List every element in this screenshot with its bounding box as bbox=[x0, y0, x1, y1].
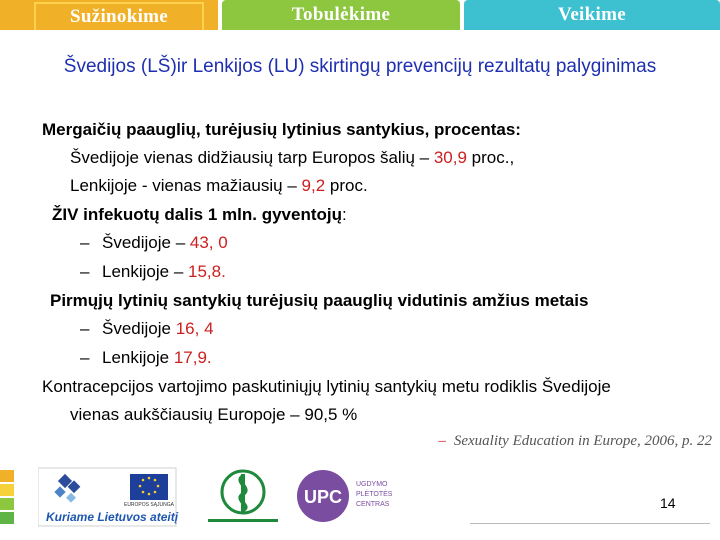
citation-dash: – bbox=[438, 433, 446, 449]
upc-text-2: PLĖTOTĖS bbox=[356, 491, 393, 498]
footer-divider bbox=[470, 523, 710, 524]
sweden-girls-line bbox=[70, 144, 514, 173]
poland-girls-unit: proc. bbox=[325, 176, 368, 195]
slide-title: Švedijos (LŠ)ir Lenkijos (LU) skirtingų prevencijų rezultatų palyginimas bbox=[63, 56, 657, 77]
page-number: 14 bbox=[660, 495, 676, 511]
poland-age-text: Lenkijoje bbox=[102, 348, 174, 367]
poland-hiv-item bbox=[80, 258, 226, 287]
sweden-girls-text: Švedijoje vienas didžiausių tarp Europos šalių – bbox=[70, 148, 434, 167]
tab-tobulekime[interactable]: Tobulėkime bbox=[222, 0, 460, 30]
poland-hiv-text: Lenkijoje – bbox=[102, 262, 189, 281]
tab-veikime[interactable]: Veikime bbox=[464, 0, 720, 30]
upc-text-1: UGDYMO bbox=[356, 481, 388, 488]
poland-girls-text: Lenkijoje - vienas mažiausių – bbox=[70, 176, 302, 195]
bullet-dash: – bbox=[80, 233, 90, 252]
section-heading-age: Pirmųjų lytinių santykių turėjusių paauglių vidutinis amžius metais bbox=[50, 291, 589, 310]
sweden-girls-unit: proc., bbox=[466, 148, 515, 167]
poland-age-value: 17,9. bbox=[173, 348, 212, 367]
sweden-age-value: 16, 4 bbox=[175, 319, 214, 338]
source-citation bbox=[438, 433, 712, 450]
poland-hiv-value: 15,8. bbox=[188, 262, 226, 281]
sponsor-logos bbox=[38, 466, 418, 530]
section-heading-girls: Mergaičių paauglių, turėjusių lytinius santykius, procentas: bbox=[42, 120, 521, 139]
bullet-dash: – bbox=[80, 319, 90, 338]
hiv-heading-colon: : bbox=[341, 205, 347, 224]
contraception-line-1: Kontracepcijos vartojimo paskutiniųjų lytinių santykių metu rodiklis Švedijoje bbox=[42, 377, 611, 396]
sponsor-logos-graphic bbox=[38, 466, 418, 532]
sweden-hiv-item bbox=[80, 229, 228, 258]
poland-girls-line bbox=[70, 172, 368, 201]
contraception-line-2: vienas aukščiausių Europoje – 90,5 % bbox=[70, 405, 358, 424]
bullet-dash: – bbox=[80, 262, 90, 281]
svg-text:UPC: UPC bbox=[303, 487, 343, 507]
sweden-age-item bbox=[80, 315, 214, 344]
section-heading-hiv bbox=[52, 201, 347, 230]
color-stripes-decoration bbox=[0, 470, 14, 528]
upc-text-3: CENTRAS bbox=[356, 501, 390, 508]
sweden-hiv-text: Švedijoje – bbox=[102, 233, 190, 252]
citation-text: Sexuality Education in Europe, 2006, p. 22 bbox=[453, 433, 712, 449]
sweden-age-text: Švedijoje bbox=[102, 319, 176, 338]
eu-motto: Kuriame Lietuvos ateitį bbox=[46, 510, 179, 524]
sweden-girls-value: 30,9 bbox=[433, 148, 467, 167]
bullet-dash: – bbox=[80, 348, 90, 367]
hiv-heading-text: ŽIV infekuotų dalis 1 mln. gyventojų bbox=[52, 205, 342, 224]
tab-suzinokime-label: Sužinokime bbox=[34, 2, 204, 30]
health-emblem-logo bbox=[208, 471, 278, 522]
tab-suzinokime[interactable] bbox=[0, 0, 218, 30]
eu-label: EUROPOS SĄJUNGA bbox=[123, 502, 175, 508]
eu-funds-logo bbox=[38, 468, 179, 526]
sweden-hiv-value: 43, 0 bbox=[189, 233, 228, 252]
upc-logo bbox=[297, 470, 393, 522]
poland-age-item bbox=[80, 344, 212, 373]
top-tab-bar bbox=[0, 0, 720, 30]
poland-girls-value: 9,2 bbox=[301, 176, 326, 195]
